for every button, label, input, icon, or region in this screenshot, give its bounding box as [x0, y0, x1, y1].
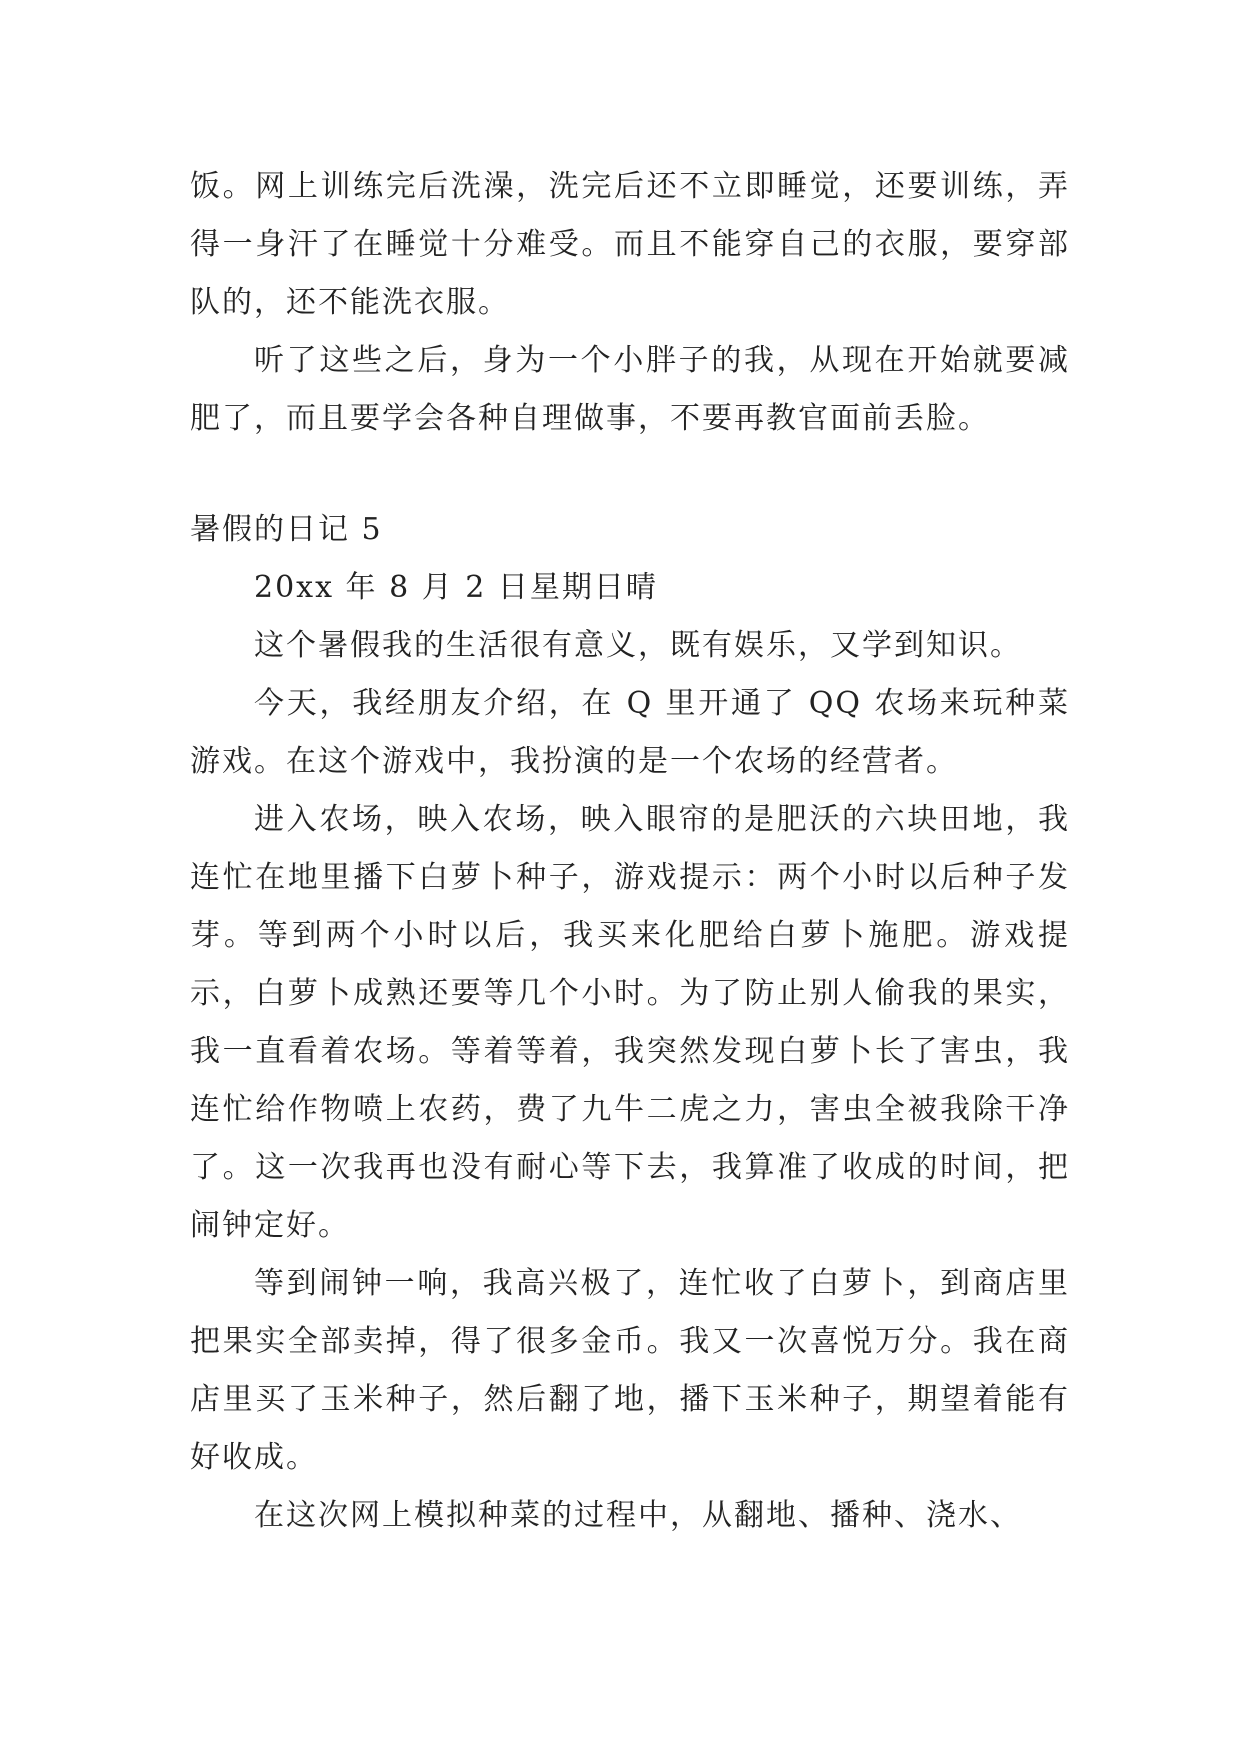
section-title: 暑假的日记 5: [190, 512, 383, 547]
paragraph: 这个暑假我的生活很有意义，既有娱乐，又学到知识。: [254, 628, 1022, 663]
paragraph: 进入农场，映入农场，映入眼帘的是肥沃的六块田地，我连忙在地里播下白萝卜种子，游戏提示：两个小时以后种子发芽。等到两个小时以后，我买来化肥给白萝卜施肥。游戏提示，白萝卜成熟还要等几个小时。为了防止别人偷我的果实，我一直看着农场。等着等着，我突然发现白萝卜长了害虫，我连忙给作物喷上农药，费了九牛二虎之力，害虫全被我除干净了。这一次我再也没有耐心等下去，我算准了收成的时间，把闹钟定好。: [190, 802, 1070, 1243]
date-line: 20xx 年 8 月 2 日星期日晴: [254, 570, 658, 605]
continued-paragraph: 饭。网上训练完后洗澡，洗完后还不立即睡觉，还要训练，弄得一身汗了在睡觉十分难受。而且不能穿自己的衣服，要穿部队的，还不能洗衣服。: [190, 169, 1070, 320]
paragraph: 等到闹钟一响，我高兴极了，连忙收了白萝卜，到商店里把果实全部卖掉，得了很多金币。我又一次喜悦万分。我在商店里买了玉米种子，然后翻了地，播下玉米种子，期望着能有好收成。: [190, 1266, 1070, 1475]
paragraph: 今天，我经朋友介绍，在 Q 里开通了 QQ 农场来玩种菜游戏。在这个游戏中，我扮演的是一个农场的经营者。: [190, 686, 1070, 779]
paragraph: 在这次网上模拟种菜的过程中，从翻地、播种、浇水、: [254, 1498, 1022, 1533]
document-body: [190, 158, 1070, 1545]
continued-paragraph: 听了这些之后，身为一个小胖子的我，从现在开始就要减肥了，而且要学会各种自理做事，不要再教官面前丢脸。: [190, 343, 1070, 436]
